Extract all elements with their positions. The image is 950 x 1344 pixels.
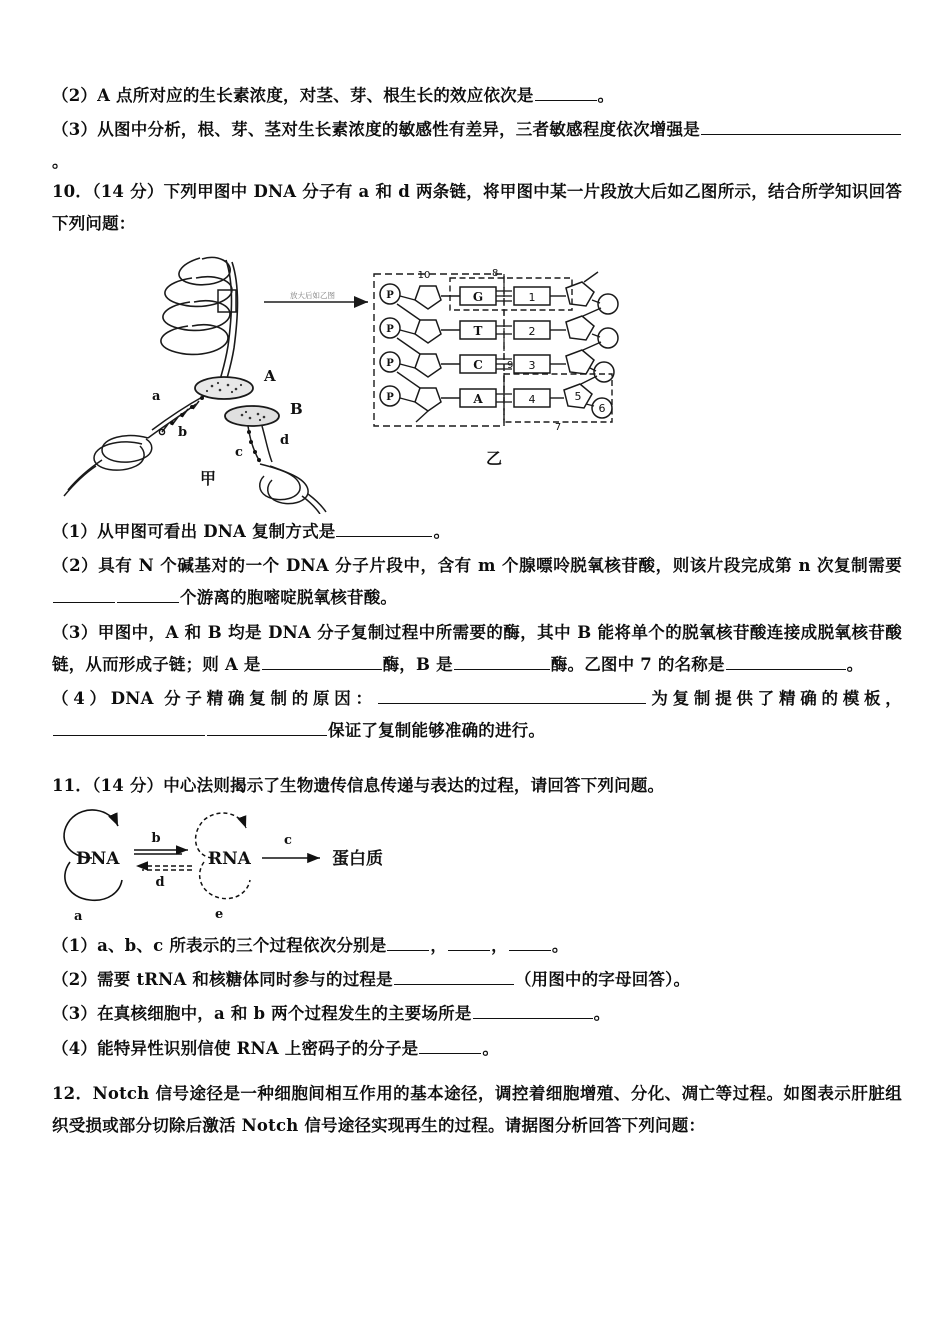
q10-item-2-text-mid: 个游离的胞嘧啶脱氧核苷酸。 (180, 588, 398, 608)
q11-item-1-number: （1） (52, 936, 98, 955)
phosphate-circle-icon (598, 294, 618, 314)
base-number-right: 4 (528, 393, 536, 406)
deoxyribose-pentagon (566, 282, 594, 306)
q10-item-1-text: 从甲图可看出 DNA 复制方式是 (97, 522, 336, 541)
q11-stem-line (52, 770, 902, 802)
q11-item-1-period: 。 (551, 936, 569, 955)
q10-item-3 (52, 617, 902, 681)
q9-item-2-period: 。 (597, 86, 615, 105)
q12-number: 12． (52, 1084, 93, 1103)
q10-item-3-text: 甲图中，A 和 B 均是 DNA 分子复制过程中所需要的酶，其中 B 能将单个的脱氧核苷酸连接成脱氧核苷酸链，从而形成子链；则 A 是 (52, 622, 902, 674)
q12-stem-line (52, 1078, 902, 1142)
phosphate-symbol: P (386, 324, 394, 335)
label-8: 8 (492, 268, 499, 279)
question-10-items (52, 516, 902, 749)
phosphate-symbol: P (386, 358, 394, 369)
q9-item-3-period: 。 (52, 152, 69, 172)
q10-stem-text: 下列甲图中 DNA 分子有 a 和 d 两条链，将甲图中某一片段放大后如乙图所示，结合所学知识回答下列问题： (52, 182, 903, 234)
yi-row-4 (380, 372, 612, 422)
q10-item-1-period: 。 (433, 522, 451, 541)
q11-item-4-number: （4） (52, 1038, 98, 1058)
q11-item-1 (52, 930, 902, 962)
answer-blank[interactable] (53, 718, 205, 736)
q10-points: （14 分） (92, 182, 164, 201)
answer-blank[interactable] (387, 933, 429, 951)
answer-blank[interactable] (262, 652, 382, 670)
base-label-left: G (472, 290, 484, 304)
q11-item-4 (52, 1033, 902, 1065)
answer-blank[interactable] (117, 586, 179, 604)
q10-item-3-period: 。 (846, 654, 864, 674)
q11-item-2-text: 需要 tRNA 和核糖体同时参与的过程是 (97, 970, 393, 990)
magnify-arrow-label: 放大后如乙图 (290, 291, 335, 300)
answer-blank[interactable] (207, 718, 327, 736)
enzyme-b-shape (225, 406, 279, 426)
q10-item-3-mid1: 酶，B 是 (382, 654, 453, 674)
base-label-left: A (473, 392, 483, 406)
question-12-stem (52, 1078, 902, 1144)
answer-blank[interactable] (535, 83, 597, 101)
answer-blank[interactable] (701, 117, 901, 135)
q11-item-2 (52, 964, 902, 996)
label-6: 6 (598, 402, 606, 415)
q9-item-3 (52, 114, 902, 178)
label-7: 7 (554, 422, 562, 433)
base-label-left: C (473, 358, 483, 372)
answer-blank[interactable] (394, 967, 514, 985)
q11-item-3 (52, 998, 902, 1030)
label-strand-a: a (152, 389, 161, 404)
phosphate-symbol: P (386, 392, 394, 403)
q11-item-2-after: （用图中的字母回答）。 (514, 970, 691, 990)
question-9-tail (52, 80, 902, 181)
q10-item-4-number: （4） (52, 688, 111, 708)
q10-item-4-mid1: 为复制提供了精确的模板， (646, 688, 902, 708)
answer-blank[interactable] (336, 519, 432, 537)
magnified-region-marker (218, 290, 236, 312)
q10-item-3-mid2: 酶。乙图中 7 的名称是 (550, 654, 725, 674)
label-strand-d: d (280, 433, 290, 448)
label-10: 10 (417, 270, 431, 281)
label-process-a: a (74, 909, 83, 922)
deoxyribose-pentagon (566, 350, 594, 374)
question-11-items (52, 930, 902, 1067)
q9-item-2-number: （2） (52, 86, 98, 105)
q9-item-3-number: （3） (52, 120, 98, 140)
base-number-right: 1 (528, 291, 536, 304)
q9-item-2-text: A 点所对应的生长素浓度，对茎、芽、根生长的效应依次是 (97, 86, 534, 105)
figure-jia-caption: 甲 (200, 469, 217, 488)
base-number-right: 2 (528, 325, 536, 338)
answer-blank[interactable] (509, 933, 551, 951)
deoxyribose-pentagon (415, 354, 441, 377)
q11-item-4-text: 能特异性识别信使 RNA 上密码子的分子是 (97, 1038, 419, 1058)
answer-blank[interactable] (448, 933, 490, 951)
deoxyribose-pentagon (415, 286, 441, 309)
label-enzyme-a: A (264, 367, 276, 385)
q10-number: 10． (52, 182, 93, 201)
node-rna: RNA (208, 849, 251, 869)
q10-item-4-text: DNA 分子精确复制的原因： (110, 688, 377, 708)
phosphate-symbol: P (386, 290, 394, 301)
q11-item-4-period: 。 (482, 1038, 500, 1058)
label-strand-c: c (235, 445, 243, 460)
q11-item-3-number: （3） (52, 1004, 98, 1024)
q10-item-4-after: 保证了复制能够准确的进行。 (328, 721, 546, 741)
label-5: 5 (574, 390, 582, 403)
node-protein: 蛋白质 (332, 849, 383, 869)
answer-blank[interactable] (473, 1002, 593, 1020)
deoxyribose-pentagon (415, 388, 441, 411)
answer-blank[interactable] (726, 652, 846, 670)
q11-item-3-period: 。 (593, 1004, 611, 1024)
label-process-e: e (215, 907, 224, 922)
yi-row-2 (380, 304, 618, 348)
base-label-left: T (473, 324, 483, 338)
q11-number: 11． (52, 776, 93, 795)
q10-item-1 (52, 516, 902, 548)
q11-points: （14 分） (92, 776, 164, 795)
phosphate-circle-icon (598, 328, 618, 348)
label-process-c: c (284, 833, 292, 848)
q10-item-2-text: 具有 N 个碱基对的一个 DNA 分子片段中，含有 m 个腺嘌呤脱氧核苷酸，则该片段完成第 n 次复制需要 (98, 556, 902, 576)
q10-item-4 (52, 683, 902, 747)
q11-item-2-number: （2） (52, 970, 98, 990)
q11-item-1-sep2: ， (491, 936, 508, 955)
base-number-right: 3 (528, 359, 536, 372)
q11-item-1-sep1: ， (430, 936, 448, 955)
label-process-d: d (155, 875, 165, 890)
label-enzyme-b: B (290, 400, 303, 418)
answer-blank[interactable] (378, 686, 646, 704)
deoxyribose-pentagon (415, 320, 441, 343)
label-9: 9 (507, 360, 514, 371)
dna-replication-and-structure-figure (52, 246, 622, 514)
answer-blank[interactable] (53, 586, 115, 604)
q10-stem-line (52, 176, 902, 240)
q10-item-3-number: （3） (52, 622, 98, 642)
deoxyribose-pentagon (566, 316, 594, 340)
figure-yi-caption: 乙 (485, 449, 503, 468)
central-dogma-figure (52, 800, 452, 922)
answer-blank[interactable] (454, 652, 550, 670)
q10-item-2-number: （2） (52, 556, 99, 576)
q10-item-1-number: （1） (52, 522, 98, 541)
q9-item-3-text: 从图中分析，根、芽、茎对生长素浓度的敏感性有差异，三者敏感程度依次增强是 (97, 120, 700, 140)
node-dna: DNA (76, 849, 120, 869)
q11-item-3-text: 在真核细胞中，a 和 b 两个过程发生的主要场所是 (97, 1004, 472, 1024)
label-process-b: b (151, 831, 161, 846)
q11-item-1-text: a、b、c 所表示的三个过程依次分别是 (97, 936, 387, 955)
label-strand-b: b (178, 425, 188, 440)
q9-item-2 (52, 80, 902, 112)
question-10-stem (52, 176, 902, 242)
phosphate-circle-icon (594, 362, 614, 382)
q12-stem-text: Notch 信号途径是一种细胞间相互作用的基本途径，调控着细胞增殖、分化、凋亡等过程。如图表示肝脏组织受损或部分切除后激活 Notch 信号途径实现再生的过程。请据图分析回答下列问题： (52, 1084, 903, 1136)
q11-stem-text: 中心法则揭示了生物遗传信息传递与表达的过程，请回答下列问题。 (163, 776, 665, 795)
yi-row-3 (380, 338, 614, 382)
answer-blank[interactable] (419, 1036, 481, 1054)
q10-item-2 (52, 550, 902, 614)
